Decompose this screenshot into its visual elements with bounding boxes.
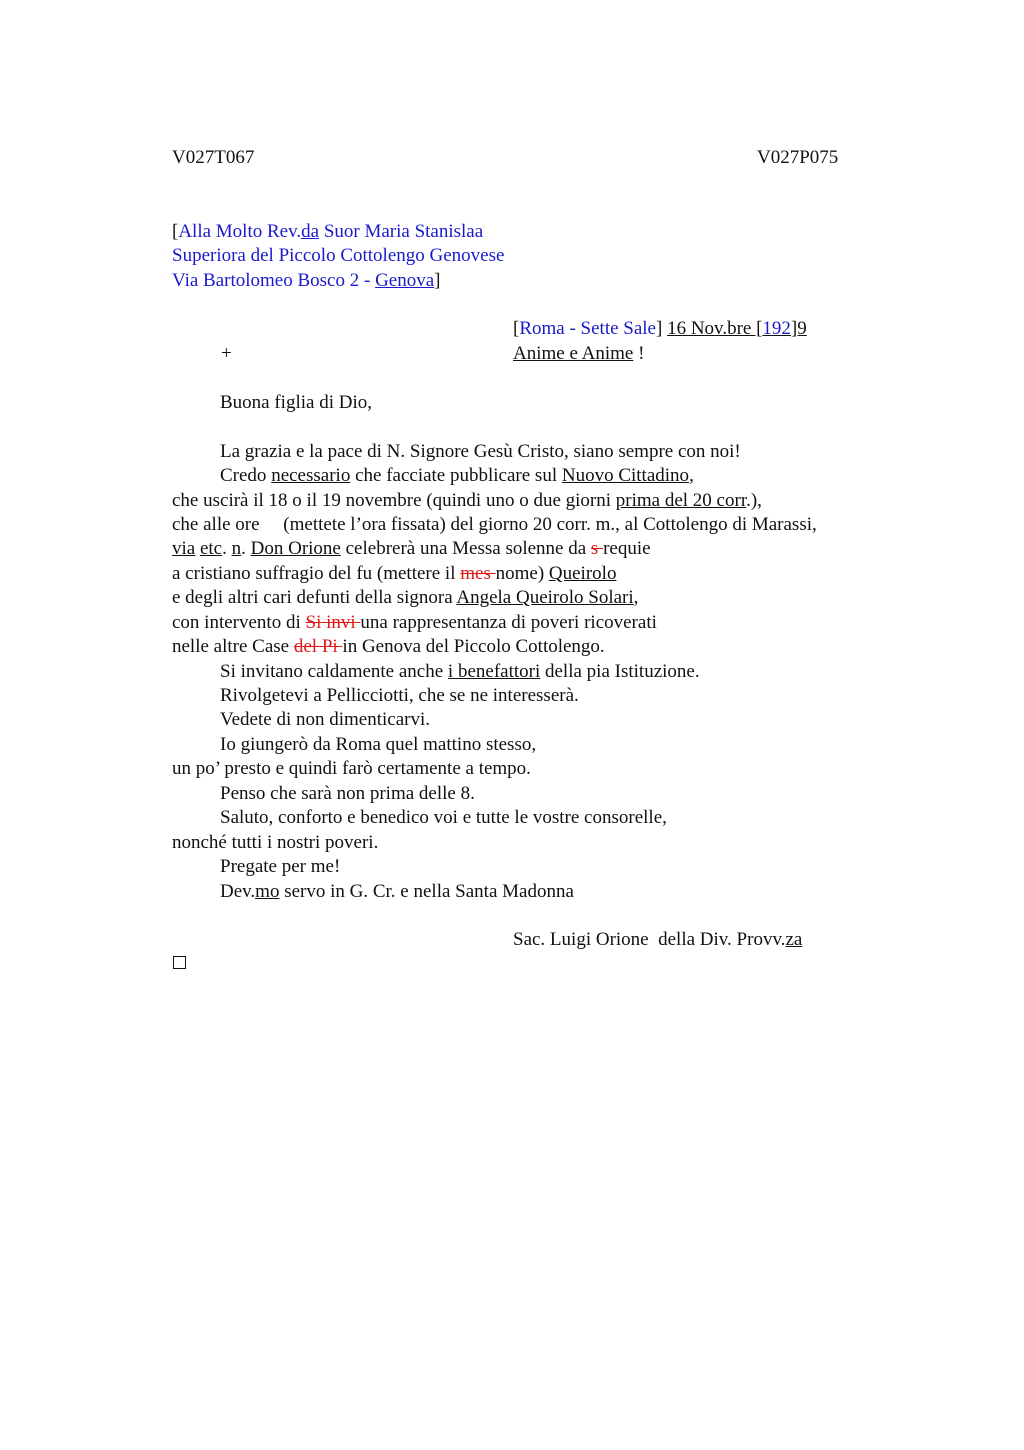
deleted-text: Si invi bbox=[305, 612, 361, 633]
body-line-2 bbox=[220, 464, 694, 488]
dateline-date bbox=[667, 318, 807, 339]
deleted-text: s bbox=[590, 538, 604, 559]
dateline bbox=[513, 317, 807, 341]
motto-end: ! bbox=[633, 343, 645, 364]
text: nelle altre Case bbox=[172, 636, 294, 657]
text: della pia Istituzione. bbox=[540, 661, 700, 682]
body-line-14: un po’ presto e quindi farò certamente a tempo. bbox=[172, 758, 531, 779]
document-code-right: V027P075 bbox=[757, 147, 839, 168]
address-line-2: Superiora del Piccolo Cottolengo Genovese bbox=[172, 245, 505, 266]
address-recipient-title: Alla Molto Rev. bbox=[178, 221, 302, 242]
text: una rappresentanza di poveri ricoverati bbox=[360, 612, 657, 633]
dateline-place: Roma - Sette Sale bbox=[519, 318, 656, 339]
body-line-5 bbox=[172, 537, 651, 561]
address-line-1 bbox=[172, 220, 483, 244]
body-line-7 bbox=[172, 586, 638, 610]
body-line-12: Vedete di non dimenticarvi. bbox=[220, 709, 430, 730]
text: che uscirà il 18 o il 19 novembre (quindi uno o due giorni bbox=[172, 490, 616, 511]
motto-text: Anime e Anime bbox=[513, 343, 634, 364]
text: .), bbox=[746, 490, 762, 511]
underlined-text: via bbox=[172, 538, 196, 559]
text: e degli altri cari defunti della signora bbox=[172, 587, 457, 608]
underlined-text: necessario bbox=[271, 465, 351, 486]
body-line-18: Pregate per me! bbox=[220, 856, 341, 877]
salutation: Buona figlia di Dio, bbox=[220, 392, 372, 413]
text: Dev. bbox=[220, 881, 256, 902]
text: Credo bbox=[220, 465, 272, 486]
newspaper-name: Nuovo Cittadino bbox=[561, 465, 690, 486]
text: , bbox=[689, 465, 694, 486]
body-line-19 bbox=[220, 880, 574, 904]
text: Si invitano caldamente anche bbox=[220, 661, 448, 682]
signature-text: Sac. Luigi Orione della Div. Provv. bbox=[513, 929, 786, 950]
body-line-9 bbox=[172, 635, 605, 659]
address-city: Genova bbox=[375, 270, 435, 291]
motto bbox=[513, 342, 644, 366]
text: . bbox=[222, 538, 232, 559]
bracket-close: ] bbox=[434, 270, 441, 291]
dateline-date-text: 16 Nov.bre [ bbox=[667, 318, 763, 339]
text: con intervento di bbox=[172, 612, 306, 633]
body-line-11: Rivolgetevi a Pellicciotti, che se ne interesserà. bbox=[220, 685, 579, 706]
address-recipient-name: Suor Maria Stanislaa bbox=[319, 221, 484, 242]
body-line-15: Penso che sarà non prima delle 8. bbox=[220, 783, 475, 804]
body-line-6 bbox=[172, 562, 616, 586]
body-line-4: che alle ore (mettete l’ora fissata) del giorno 20 corr. m., al Cottolengo di Marassi, bbox=[172, 514, 817, 535]
body-line-3 bbox=[172, 489, 762, 513]
body-line-1: La grazia e la pace di N. Signore Gesù Cristo, siano sempre con noi! bbox=[220, 441, 741, 462]
underlined-text: n bbox=[231, 538, 242, 559]
cross-symbol: + bbox=[221, 343, 232, 364]
text: celebrerà una Messa solenne da bbox=[340, 538, 591, 559]
text: requie bbox=[603, 538, 651, 559]
document-code-left: V027T067 bbox=[172, 147, 255, 168]
underlined-text: etc bbox=[199, 538, 223, 559]
underlined-name: Don Orione bbox=[250, 538, 341, 559]
checkbox-square bbox=[173, 956, 186, 969]
underlined-text: i benefattori bbox=[447, 661, 541, 682]
address-street: Via Bartolomeo Bosco 2 - bbox=[172, 270, 376, 291]
body-line-17: nonché tutti i nostri poveri. bbox=[172, 832, 379, 853]
body-line-10 bbox=[220, 660, 700, 684]
body-line-8 bbox=[172, 611, 657, 635]
dateline-year-end: ]9 bbox=[790, 318, 807, 339]
text: a cristiano suffragio del fu (mettere il bbox=[172, 563, 461, 584]
deleted-text: del Pi bbox=[293, 636, 343, 657]
signature bbox=[513, 928, 802, 952]
address-line-3 bbox=[172, 269, 441, 293]
address-recipient-abbrev: da bbox=[301, 221, 320, 242]
text: in Genova del Piccolo Cottolengo. bbox=[342, 636, 605, 657]
underlined-name: Angela Queirolo Solari bbox=[456, 587, 634, 608]
dateline-bracket-close: ] bbox=[656, 318, 668, 339]
signature-abbrev: za bbox=[785, 929, 803, 950]
body-line-16: Saluto, conforto e benedico voi e tutte le vostre consorelle, bbox=[220, 807, 667, 828]
underlined-name: Queirolo bbox=[548, 563, 617, 584]
text: che facciate pubblicare sul bbox=[350, 465, 562, 486]
underlined-text: prima del 20 corr bbox=[615, 490, 747, 511]
dateline-bracket-open: [ bbox=[513, 318, 520, 339]
text: nome) bbox=[495, 563, 549, 584]
deleted-text: mes bbox=[460, 563, 496, 584]
text: servo in G. Cr. e nella Santa Madonna bbox=[279, 881, 574, 902]
underlined-text: mo bbox=[255, 881, 280, 902]
body-line-13: Io giungerò da Roma quel mattino stesso, bbox=[220, 734, 537, 755]
bracket-open: [ bbox=[172, 221, 179, 242]
text: . bbox=[241, 538, 251, 559]
text: , bbox=[633, 587, 639, 608]
dateline-year-partial: 192 bbox=[762, 318, 791, 339]
